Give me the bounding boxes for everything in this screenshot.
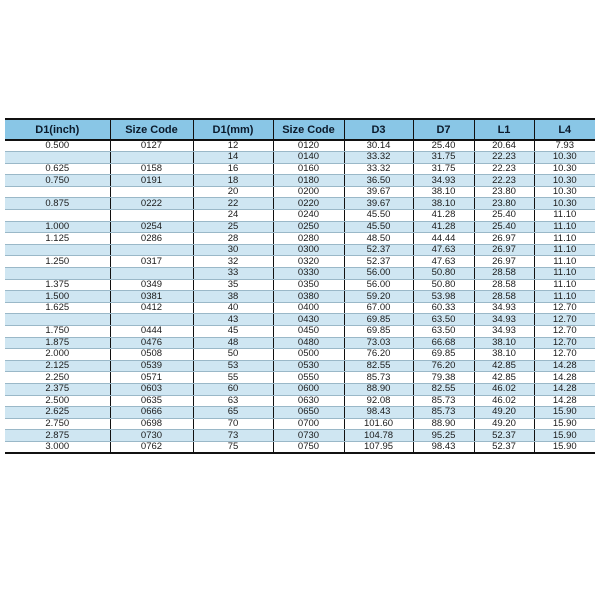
cell-d1-mm: 20 [193, 186, 273, 198]
table-row [5, 372, 595, 384]
cell-size-code-mm: 0280 [273, 233, 344, 245]
cell-l4: 11.10 [534, 244, 595, 256]
cell-d7: 63.50 [413, 314, 474, 326]
cell-d3: 52.37 [344, 244, 413, 256]
cell-size-code-mm: 0750 [273, 441, 344, 453]
cell-d1-inch: 2.125 [5, 360, 110, 372]
table-row [5, 407, 595, 419]
cell-l1: 42.85 [474, 372, 534, 384]
cell-d7: 95.25 [413, 430, 474, 442]
header-row [5, 119, 595, 140]
cell-d7: 98.43 [413, 441, 474, 453]
cell-size-code-mm: 0250 [273, 221, 344, 233]
cell-size-code-mm: 0120 [273, 140, 344, 152]
cell-l4: 12.70 [534, 302, 595, 314]
table-row [5, 256, 595, 268]
cell-l1: 28.58 [474, 291, 534, 303]
cell-l1: 34.93 [474, 302, 534, 314]
cell-l1: 22.23 [474, 152, 534, 164]
table-row [5, 314, 595, 326]
cell-l4: 12.70 [534, 349, 595, 361]
cell-d7: 41.28 [413, 221, 474, 233]
cell-l4: 10.30 [534, 152, 595, 164]
cell-d1-mm: 22 [193, 198, 273, 210]
cell-d7: 85.73 [413, 407, 474, 419]
cell-size-code-mm: 0630 [273, 395, 344, 407]
cell-l1: 52.37 [474, 430, 534, 442]
header-size-code-mm: Size Code [273, 119, 344, 140]
table-row [5, 349, 595, 361]
cell-size-code-mm: 0730 [273, 430, 344, 442]
cell-d3: 73.03 [344, 337, 413, 349]
cell-size-code-inch [110, 152, 193, 164]
cell-d1-inch: 2.625 [5, 407, 110, 419]
cell-d7: 47.63 [413, 256, 474, 268]
cell-d1-mm: 53 [193, 360, 273, 372]
cell-size-code-mm: 0140 [273, 152, 344, 164]
cell-size-code-inch: 0127 [110, 140, 193, 152]
cell-l1: 52.37 [474, 441, 534, 453]
table-row [5, 430, 595, 442]
cell-d1-inch [5, 314, 110, 326]
cell-d1-inch: 1.500 [5, 291, 110, 303]
cell-d7: 63.50 [413, 326, 474, 338]
cell-d1-mm: 33 [193, 268, 273, 280]
cell-size-code-inch: 0349 [110, 279, 193, 291]
cell-l1: 38.10 [474, 349, 534, 361]
cell-d1-mm: 75 [193, 441, 273, 453]
cell-d1-mm: 48 [193, 337, 273, 349]
cell-size-code-mm: 0450 [273, 326, 344, 338]
cell-size-code-mm: 0550 [273, 372, 344, 384]
cell-size-code-inch: 0476 [110, 337, 193, 349]
cell-size-code-mm: 0480 [273, 337, 344, 349]
cell-d3: 48.50 [344, 233, 413, 245]
header-l1: L1 [474, 119, 534, 140]
cell-size-code-inch: 0762 [110, 441, 193, 453]
cell-l1: 28.58 [474, 268, 534, 280]
table-row [5, 302, 595, 314]
cell-d1-inch: 1.750 [5, 326, 110, 338]
cell-l4: 11.10 [534, 210, 595, 222]
cell-d1-inch [5, 186, 110, 198]
cell-l1: 38.10 [474, 337, 534, 349]
cell-d1-mm: 45 [193, 326, 273, 338]
cell-size-code-inch: 0698 [110, 418, 193, 430]
cell-l1: 22.23 [474, 175, 534, 187]
cell-l4: 15.90 [534, 418, 595, 430]
cell-d1-mm: 32 [193, 256, 273, 268]
table-row [5, 198, 595, 210]
table-row [5, 337, 595, 349]
cell-d3: 69.85 [344, 326, 413, 338]
cell-d1-inch: 1.250 [5, 256, 110, 268]
cell-size-code-inch [110, 268, 193, 280]
cell-size-code-inch: 0317 [110, 256, 193, 268]
cell-d3: 45.50 [344, 221, 413, 233]
cell-d1-mm: 12 [193, 140, 273, 152]
cell-size-code-inch: 0635 [110, 395, 193, 407]
cell-d3: 52.37 [344, 256, 413, 268]
cell-l4: 15.90 [534, 430, 595, 442]
cell-d7: 47.63 [413, 244, 474, 256]
cell-d7: 31.75 [413, 163, 474, 175]
cell-d1-mm: 35 [193, 279, 273, 291]
cell-d7: 25.40 [413, 140, 474, 152]
cell-d1-inch: 0.500 [5, 140, 110, 152]
cell-d1-inch: 2.875 [5, 430, 110, 442]
cell-d3: 76.20 [344, 349, 413, 361]
cell-d1-mm: 25 [193, 221, 273, 233]
cell-d1-inch: 1.625 [5, 302, 110, 314]
cell-size-code-mm: 0300 [273, 244, 344, 256]
cell-size-code-mm: 0430 [273, 314, 344, 326]
cell-l4: 14.28 [534, 360, 595, 372]
cell-l4: 10.30 [534, 175, 595, 187]
header-l4: L4 [534, 119, 595, 140]
cell-l1: 49.20 [474, 407, 534, 419]
cell-d7: 79.38 [413, 372, 474, 384]
cell-d1-inch: 2.500 [5, 395, 110, 407]
cell-d1-mm: 73 [193, 430, 273, 442]
cell-size-code-mm: 0320 [273, 256, 344, 268]
cell-size-code-mm: 0180 [273, 175, 344, 187]
cell-d7: 38.10 [413, 198, 474, 210]
cell-size-code-mm: 0240 [273, 210, 344, 222]
cell-size-code-mm: 0400 [273, 302, 344, 314]
cell-d1-inch: 2.375 [5, 383, 110, 395]
cell-size-code-inch: 0666 [110, 407, 193, 419]
table-row [5, 152, 595, 164]
cell-size-code-inch: 0286 [110, 233, 193, 245]
size-spec-table [5, 118, 595, 454]
cell-size-code-inch: 0603 [110, 383, 193, 395]
cell-d1-inch: 1.000 [5, 221, 110, 233]
cell-size-code-mm: 0200 [273, 186, 344, 198]
cell-l1: 25.40 [474, 221, 534, 233]
cell-l1: 34.93 [474, 326, 534, 338]
cell-l4: 14.28 [534, 372, 595, 384]
cell-d1-mm: 60 [193, 383, 273, 395]
cell-d1-mm: 40 [193, 302, 273, 314]
cell-d7: 82.55 [413, 383, 474, 395]
cell-d1-mm: 55 [193, 372, 273, 384]
cell-d3: 33.32 [344, 152, 413, 164]
table-row [5, 441, 595, 453]
table-row [5, 418, 595, 430]
cell-d3: 69.85 [344, 314, 413, 326]
cell-d1-mm: 70 [193, 418, 273, 430]
cell-d3: 36.50 [344, 175, 413, 187]
cell-l4: 14.28 [534, 395, 595, 407]
cell-d7: 85.73 [413, 395, 474, 407]
cell-d3: 67.00 [344, 302, 413, 314]
cell-d1-inch: 0.625 [5, 163, 110, 175]
table-row [5, 279, 595, 291]
table-row [5, 268, 595, 280]
cell-d3: 33.32 [344, 163, 413, 175]
cell-d3: 30.14 [344, 140, 413, 152]
cell-d7: 50.80 [413, 268, 474, 280]
cell-l1: 46.02 [474, 383, 534, 395]
cell-d7: 44.44 [413, 233, 474, 245]
cell-d7: 60.33 [413, 302, 474, 314]
cell-l1: 20.64 [474, 140, 534, 152]
cell-l4: 11.10 [534, 256, 595, 268]
cell-size-code-mm: 0600 [273, 383, 344, 395]
cell-size-code-inch: 0254 [110, 221, 193, 233]
cell-size-code-inch: 0508 [110, 349, 193, 361]
cell-l1: 26.97 [474, 233, 534, 245]
table-row [5, 163, 595, 175]
cell-l4: 11.10 [534, 233, 595, 245]
cell-d3: 104.78 [344, 430, 413, 442]
cell-d3: 107.95 [344, 441, 413, 453]
table-row [5, 360, 595, 372]
cell-d1-mm: 30 [193, 244, 273, 256]
cell-d3: 45.50 [344, 210, 413, 222]
cell-size-code-inch: 0444 [110, 326, 193, 338]
cell-size-code-mm: 0220 [273, 198, 344, 210]
cell-size-code-mm: 0380 [273, 291, 344, 303]
cell-d7: 53.98 [413, 291, 474, 303]
table-row [5, 233, 595, 245]
cell-d1-inch: 2.750 [5, 418, 110, 430]
cell-d1-inch: 1.875 [5, 337, 110, 349]
cell-size-code-inch: 0571 [110, 372, 193, 384]
cell-d3: 82.55 [344, 360, 413, 372]
cell-l4: 11.10 [534, 268, 595, 280]
cell-d3: 39.67 [344, 186, 413, 198]
cell-l1: 49.20 [474, 418, 534, 430]
cell-d7: 50.80 [413, 279, 474, 291]
cell-size-code-inch: 0539 [110, 360, 193, 372]
table-row [5, 244, 595, 256]
cell-size-code-inch [110, 244, 193, 256]
cell-l1: 42.85 [474, 360, 534, 372]
cell-l4: 12.70 [534, 337, 595, 349]
cell-d1-mm: 63 [193, 395, 273, 407]
cell-d3: 92.08 [344, 395, 413, 407]
cell-l1: 28.58 [474, 279, 534, 291]
cell-l4: 12.70 [534, 326, 595, 338]
cell-d1-inch: 0.750 [5, 175, 110, 187]
cell-d1-inch [5, 268, 110, 280]
header-d1-mm: D1(mm) [193, 119, 273, 140]
cell-d1-mm: 65 [193, 407, 273, 419]
cell-d1-inch [5, 152, 110, 164]
cell-size-code-inch: 0381 [110, 291, 193, 303]
table-row [5, 326, 595, 338]
cell-d3: 88.90 [344, 383, 413, 395]
cell-d1-mm: 43 [193, 314, 273, 326]
cell-l4: 11.10 [534, 291, 595, 303]
cell-size-code-mm: 0160 [273, 163, 344, 175]
cell-l1: 25.40 [474, 210, 534, 222]
header-d1-inch: D1(inch) [5, 119, 110, 140]
cell-d1-inch: 0.875 [5, 198, 110, 210]
cell-d1-inch: 2.250 [5, 372, 110, 384]
cell-size-code-inch [110, 186, 193, 198]
cell-d3: 56.00 [344, 279, 413, 291]
cell-d1-mm: 18 [193, 175, 273, 187]
cell-size-code-inch [110, 314, 193, 326]
cell-l1: 26.97 [474, 256, 534, 268]
header-size-code-inch: Size Code [110, 119, 193, 140]
cell-d3: 56.00 [344, 268, 413, 280]
cell-d7: 66.68 [413, 337, 474, 349]
cell-d1-inch: 2.000 [5, 349, 110, 361]
table-row [5, 140, 595, 152]
cell-d1-mm: 28 [193, 233, 273, 245]
cell-d3: 59.20 [344, 291, 413, 303]
cell-size-code-inch: 0412 [110, 302, 193, 314]
cell-d7: 41.28 [413, 210, 474, 222]
cell-size-code-inch: 0158 [110, 163, 193, 175]
cell-d7: 76.20 [413, 360, 474, 372]
cell-d7: 69.85 [413, 349, 474, 361]
cell-d1-mm: 50 [193, 349, 273, 361]
cell-d1-inch: 1.125 [5, 233, 110, 245]
cell-l4: 10.30 [534, 186, 595, 198]
cell-l4: 14.28 [534, 383, 595, 395]
table-row [5, 383, 595, 395]
cell-l4: 11.10 [534, 279, 595, 291]
cell-size-code-mm: 0500 [273, 349, 344, 361]
cell-l4: 7.93 [534, 140, 595, 152]
table-header [5, 119, 595, 140]
cell-size-code-mm: 0700 [273, 418, 344, 430]
cell-l4: 15.90 [534, 407, 595, 419]
cell-d3: 98.43 [344, 407, 413, 419]
cell-d1-mm: 38 [193, 291, 273, 303]
table-row [5, 395, 595, 407]
cell-l4: 15.90 [534, 441, 595, 453]
cell-d7: 38.10 [413, 186, 474, 198]
header-d7: D7 [413, 119, 474, 140]
cell-d1-inch: 1.375 [5, 279, 110, 291]
cell-l4: 11.10 [534, 221, 595, 233]
cell-d7: 31.75 [413, 152, 474, 164]
cell-d1-inch: 3.000 [5, 441, 110, 453]
table-row [5, 186, 595, 198]
cell-size-code-inch: 0191 [110, 175, 193, 187]
cell-l1: 26.97 [474, 244, 534, 256]
cell-size-code-mm: 0650 [273, 407, 344, 419]
cell-size-code-mm: 0350 [273, 279, 344, 291]
cell-l1: 22.23 [474, 163, 534, 175]
table-row [5, 221, 595, 233]
cell-d1-mm: 14 [193, 152, 273, 164]
table-row [5, 291, 595, 303]
cell-d1-inch [5, 210, 110, 222]
header-d3: D3 [344, 119, 413, 140]
cell-l1: 23.80 [474, 198, 534, 210]
cell-l4: 10.30 [534, 163, 595, 175]
table-body [5, 140, 595, 453]
cell-d3: 39.67 [344, 198, 413, 210]
table-row [5, 210, 595, 222]
cell-l1: 23.80 [474, 186, 534, 198]
cell-d1-mm: 16 [193, 163, 273, 175]
cell-size-code-mm: 0330 [273, 268, 344, 280]
cell-l1: 34.93 [474, 314, 534, 326]
cell-size-code-inch: 0730 [110, 430, 193, 442]
cell-d1-inch [5, 244, 110, 256]
table-row [5, 175, 595, 187]
cell-l1: 46.02 [474, 395, 534, 407]
cell-d3: 101.60 [344, 418, 413, 430]
cell-d1-mm: 24 [193, 210, 273, 222]
cell-d7: 88.90 [413, 418, 474, 430]
cell-d7: 34.93 [413, 175, 474, 187]
cell-size-code-inch [110, 210, 193, 222]
cell-size-code-inch: 0222 [110, 198, 193, 210]
cell-size-code-mm: 0530 [273, 360, 344, 372]
cell-l4: 10.30 [534, 198, 595, 210]
cell-l4: 12.70 [534, 314, 595, 326]
cell-d3: 85.73 [344, 372, 413, 384]
